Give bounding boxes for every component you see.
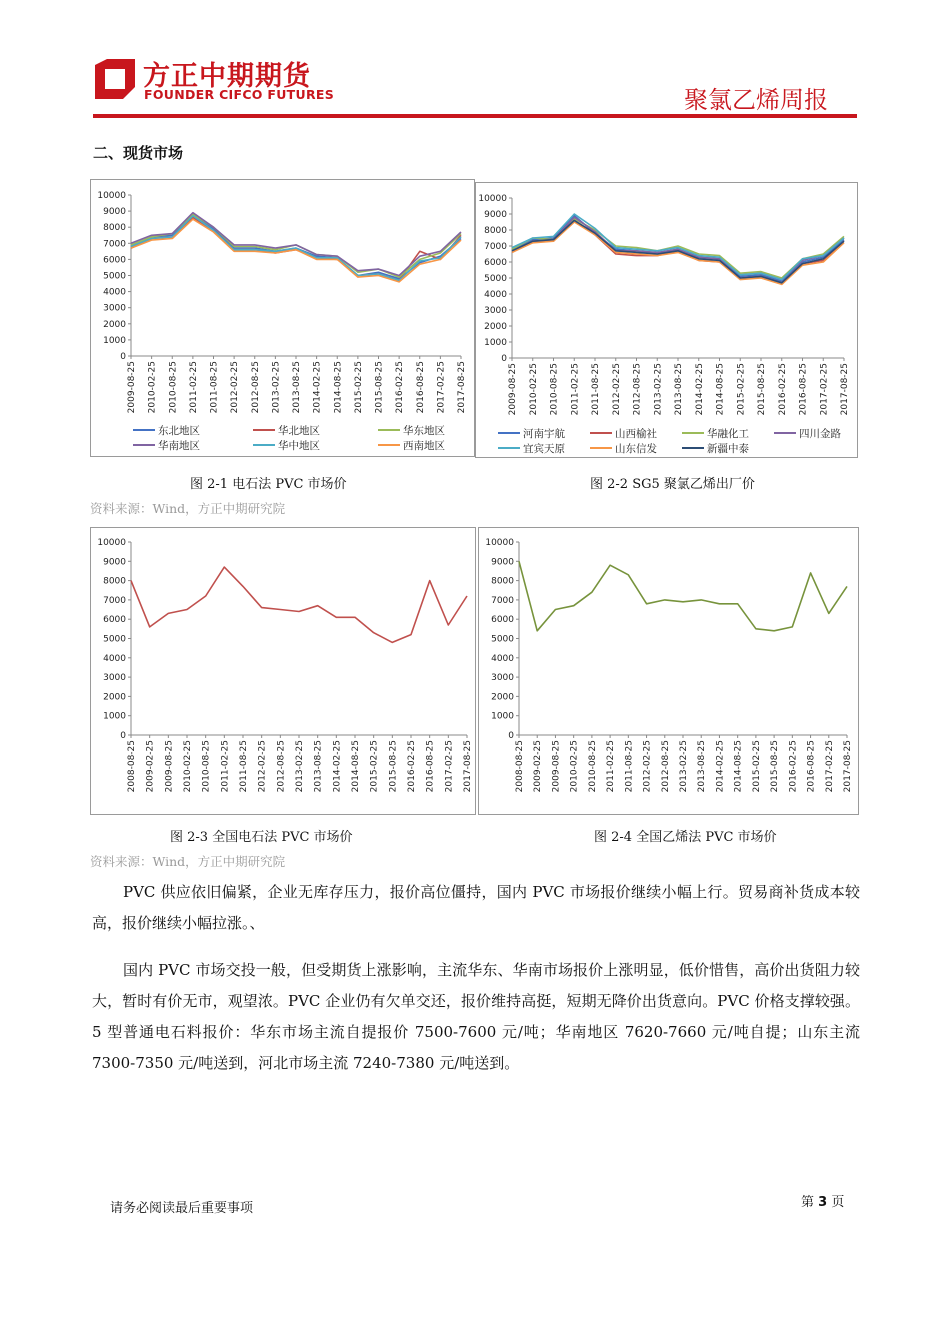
y-tick-label: 9000 <box>491 557 514 568</box>
caption-fig4: 图 2-4 全国乙烯法 PVC 市场价 <box>594 830 777 845</box>
x-tick-label: 2015-02-25 <box>369 740 380 793</box>
page-prefix: 第 <box>801 1195 815 1210</box>
x-tick-label: 2010-08-25 <box>549 363 560 416</box>
paragraph: 国内 PVC 市场交投一般，但受期货上涨影响，主流华东、华南市场报价上涨明显，低价惜售，高价出货阻力较大，暂时有价无市，观望浓。PVC 企业仍有欠单交还，报价维持高挺，短期无降价出货意向。PVC 价格支撑较强。5 型普通电石料报价：华东市场主流自提报价 7500-7600 元/吨；华南地区 7620-7660 元/吨自提；山东主流 7300-7350 元/吨送到，河北市场主流 7240-7380 元/吨送到。 <box>92 961 860 1072</box>
x-tick-label: 2008-08-25 <box>515 740 525 793</box>
y-tick-label: 0 <box>120 731 126 741</box>
x-tick-label: 2011-02-25 <box>606 740 617 793</box>
legend-label: 新疆中泰 <box>707 443 749 455</box>
x-tick-label: 2013-02-25 <box>271 361 282 414</box>
x-tick-label: 2013-02-25 <box>295 740 305 793</box>
y-tick-label: 8000 <box>484 226 507 236</box>
legend-label: 四川金路 <box>799 428 841 440</box>
x-tick-label: 2014-02-25 <box>332 740 343 793</box>
y-tick-label: 8000 <box>491 576 514 587</box>
y-tick-label: 3000 <box>103 673 126 684</box>
y-tick-label: 10000 <box>97 538 126 548</box>
x-tick-label: 2012-02-25 <box>257 740 268 793</box>
x-tick-label: 2009-02-25 <box>145 740 156 793</box>
chart-fig3 <box>90 527 476 815</box>
x-tick-label: 2015-08-25 <box>374 361 385 414</box>
x-tick-label: 2017-02-25 <box>819 363 830 416</box>
x-tick-label: 2015-08-25 <box>388 740 399 793</box>
x-tick-label: 2011-02-25 <box>220 740 231 793</box>
x-tick-label: 2017-08-25 <box>457 361 467 414</box>
y-tick-label: 6000 <box>103 615 126 626</box>
y-tick-label: 1000 <box>103 711 126 722</box>
y-tick-label: 10000 <box>478 194 507 204</box>
header-divider <box>93 114 857 118</box>
series-line <box>519 561 847 631</box>
x-tick-label: 2009-08-25 <box>508 363 518 416</box>
x-tick-label: 2010-02-25 <box>183 740 193 793</box>
x-tick-label: 2011-02-25 <box>570 363 581 416</box>
x-tick-label: 2013-02-25 <box>679 740 689 793</box>
x-tick-label: 2011-08-25 <box>209 361 220 414</box>
legend-label: 山西榆社 <box>615 428 657 440</box>
chart-fig2 <box>475 182 858 458</box>
x-tick-label: 2012-02-25 <box>230 361 241 414</box>
legend-label: 山东信发 <box>615 443 657 455</box>
x-tick-label: 2012-08-25 <box>276 740 287 793</box>
y-tick-label: 6000 <box>103 255 126 266</box>
y-tick-label: 8000 <box>103 223 126 234</box>
x-tick-label: 2010-02-25 <box>147 361 158 414</box>
y-tick-label: 0 <box>501 354 507 364</box>
x-tick-label: 2009-02-25 <box>533 740 544 793</box>
legend-label: 华中地区 <box>278 440 320 452</box>
page-number-label <box>801 1191 844 1210</box>
x-tick-label: 2011-08-25 <box>591 363 601 416</box>
legend-label: 西南地区 <box>403 440 445 452</box>
y-tick-label: 6000 <box>484 258 507 268</box>
x-tick-label: 2012-08-25 <box>660 740 671 793</box>
x-tick-label: 2014-02-25 <box>715 740 726 793</box>
x-tick-label: 2016-08-25 <box>415 361 426 414</box>
y-tick-label: 10000 <box>485 538 514 548</box>
y-tick-label: 4000 <box>491 653 514 664</box>
x-tick-label: 2017-02-25 <box>444 740 455 793</box>
y-tick-label: 4000 <box>103 287 126 298</box>
source-note: 资料来源：Wind，方正中期研究院 <box>90 501 286 516</box>
x-tick-label: 2013-02-25 <box>653 363 664 416</box>
y-tick-label: 10000 <box>97 191 126 201</box>
y-tick-label: 1000 <box>103 335 126 346</box>
y-tick-label: 0 <box>120 352 126 362</box>
x-tick-label: 2015-08-25 <box>757 363 767 416</box>
x-tick-label: 2009-08-25 <box>551 740 562 793</box>
x-tick-label: 2013-08-25 <box>674 363 684 416</box>
y-tick-label: 4000 <box>484 290 507 300</box>
chart-fig4 <box>478 527 859 815</box>
page-suffix: 页 <box>831 1195 845 1210</box>
legend-label: 华东地区 <box>403 425 445 437</box>
x-tick-label: 2011-02-25 <box>188 361 199 414</box>
x-tick-label: 2017-02-25 <box>436 361 447 414</box>
x-tick-label: 2017-02-25 <box>824 740 835 793</box>
x-tick-label: 2011-08-25 <box>624 740 635 793</box>
y-tick-label: 2000 <box>103 319 126 330</box>
x-tick-label: 2014-08-25 <box>715 363 726 416</box>
x-tick-label: 2009-08-25 <box>164 740 175 793</box>
x-tick-label: 2016-02-25 <box>788 740 799 793</box>
x-tick-label: 2015-08-25 <box>770 740 781 793</box>
legend-label: 华南地区 <box>158 440 200 452</box>
x-tick-label: 2012-02-25 <box>642 740 653 793</box>
company-logo-icon <box>93 57 137 101</box>
legend-label: 华北地区 <box>278 425 320 437</box>
y-tick-label: 7000 <box>484 242 507 252</box>
page-number: 3 <box>818 1195 828 1210</box>
x-tick-label: 2014-02-25 <box>694 363 705 416</box>
x-tick-label: 2013-08-25 <box>313 740 324 793</box>
x-tick-label: 2016-08-25 <box>425 740 436 793</box>
footer-disclaimer: 请务必阅读最后重要事项 <box>110 1201 254 1216</box>
y-tick-label: 5000 <box>103 634 126 645</box>
y-tick-label: 7000 <box>103 239 126 250</box>
x-tick-label: 2010-08-25 <box>201 740 212 793</box>
x-tick-label: 2015-02-25 <box>736 363 747 416</box>
x-tick-label: 2016-02-25 <box>395 361 406 414</box>
y-tick-label: 2000 <box>484 322 507 332</box>
report-title: 聚氯乙烯周报 <box>684 86 828 114</box>
x-tick-label: 2016-02-25 <box>777 363 788 416</box>
paragraph: PVC 供应依旧偏紧，企业无库存压力，报价高位僵持，国内 PVC 市场报价继续小幅上行。贸易商补货成本较高，报价继续小幅拉涨。、 <box>92 883 860 932</box>
y-tick-label: 9000 <box>484 210 507 220</box>
x-tick-label: 2010-08-25 <box>587 740 598 793</box>
x-tick-label: 2013-08-25 <box>292 361 302 414</box>
x-tick-label: 2017-08-25 <box>840 363 850 416</box>
x-tick-label: 2010-02-25 <box>569 740 580 793</box>
y-tick-label: 5000 <box>103 271 126 282</box>
caption-fig1: 图 2-1 电石法 PVC 市场价 <box>190 477 347 492</box>
y-tick-label: 6000 <box>491 615 514 626</box>
y-tick-label: 3000 <box>103 303 126 314</box>
x-tick-label: 2014-08-25 <box>333 361 344 414</box>
x-tick-label: 2015-02-25 <box>353 361 364 414</box>
x-tick-label: 2014-08-25 <box>351 740 361 793</box>
y-tick-label: 2000 <box>491 692 514 703</box>
y-tick-label: 9000 <box>103 207 126 218</box>
caption-fig2: 图 2-2 SG5 聚氯乙烯出厂价 <box>590 477 755 492</box>
y-tick-label: 8000 <box>103 576 126 587</box>
legend-label: 东北地区 <box>158 425 200 437</box>
y-tick-label: 7000 <box>103 595 126 606</box>
y-tick-label: 4000 <box>103 653 126 664</box>
x-tick-label: 2010-08-25 <box>168 361 179 414</box>
legend-label: 宜宾天原 <box>523 443 565 455</box>
y-tick-label: 3000 <box>484 306 507 316</box>
source-note: 资料来源：Wind，方正中期研究院 <box>90 854 286 869</box>
caption-fig3: 图 2-3 全国电石法 PVC 市场价 <box>170 830 353 845</box>
y-tick-label: 3000 <box>491 673 514 684</box>
x-tick-label: 2012-02-25 <box>611 363 622 416</box>
x-tick-label: 2017-08-25 <box>843 740 853 793</box>
y-tick-label: 2000 <box>103 692 126 703</box>
y-tick-label: 5000 <box>484 274 507 284</box>
company-name-en: FOUNDER CIFCO FUTURES <box>144 87 335 102</box>
x-tick-label: 2017-08-25 <box>463 740 473 793</box>
x-tick-label: 2016-08-25 <box>798 363 809 416</box>
x-tick-label: 2011-08-25 <box>239 740 249 793</box>
legend-label: 河南宇航 <box>523 428 565 440</box>
x-tick-label: 2012-08-25 <box>632 363 643 416</box>
x-tick-label: 2014-08-25 <box>733 740 744 793</box>
x-tick-label: 2010-02-25 <box>528 363 539 416</box>
x-tick-label: 2013-08-25 <box>697 740 708 793</box>
y-tick-label: 0 <box>508 731 514 741</box>
x-tick-label: 2008-08-25 <box>127 740 137 793</box>
series-line <box>131 567 467 642</box>
y-tick-label: 9000 <box>103 557 126 568</box>
y-tick-label: 5000 <box>491 634 514 645</box>
x-tick-label: 2015-02-25 <box>751 740 762 793</box>
x-tick-label: 2014-02-25 <box>312 361 323 414</box>
section-heading: 二、现货市场 <box>93 144 184 162</box>
company-name-cn: 方正中期期货 <box>143 61 311 92</box>
x-tick-label: 2016-08-25 <box>806 740 817 793</box>
x-tick-label: 2009-08-25 <box>127 361 137 414</box>
x-tick-label: 2016-02-25 <box>407 740 417 793</box>
y-tick-label: 7000 <box>491 595 514 606</box>
x-tick-label: 2012-08-25 <box>250 361 261 414</box>
chart-fig1 <box>90 179 475 457</box>
y-tick-label: 1000 <box>484 338 507 348</box>
legend-label: 华融化工 <box>707 428 749 440</box>
y-tick-label: 1000 <box>491 711 514 722</box>
